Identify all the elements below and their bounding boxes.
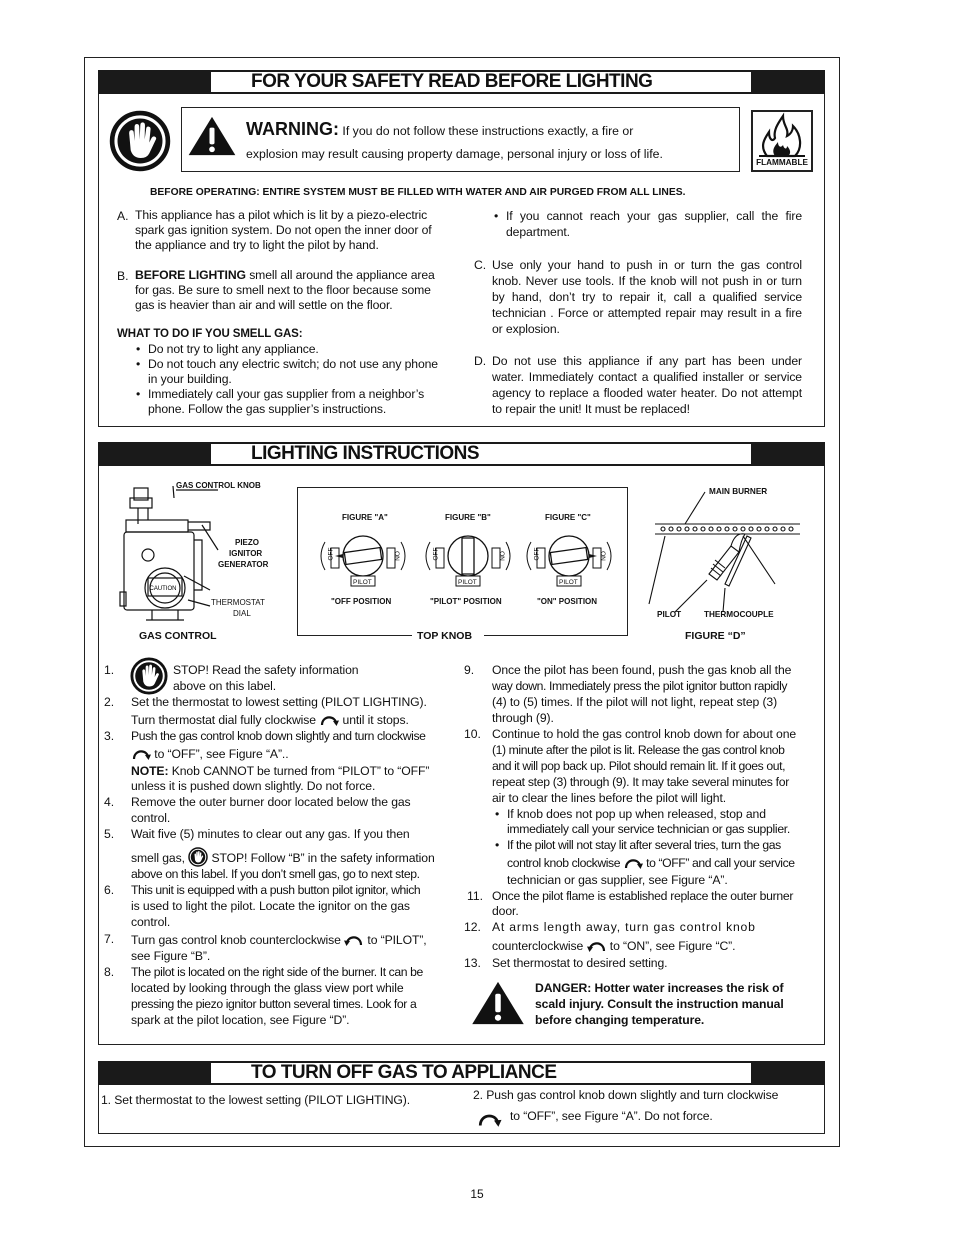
step-5-text-a: smell gas,: [131, 851, 185, 865]
step-2-text-a: Turn thermostat dial fully clockwise: [131, 713, 316, 727]
danger-triangle-icon: [470, 980, 526, 1026]
item-b-bold: BEFORE LIGHTING: [135, 268, 246, 282]
step-8-number: 8.: [104, 965, 115, 979]
on-position-label: "ON" POSITION: [537, 597, 598, 606]
step-3-line-2: [131, 745, 289, 762]
stop-hand-icon: [130, 657, 168, 695]
step-2-number: 2.: [104, 695, 115, 709]
note-line-2: unless it is pushed down slightly. Do not force.: [131, 779, 376, 793]
step-12-text-a: counterclockwise: [492, 939, 584, 953]
turn-off-title: TO TURN OFF GAS TO APPLIANCE: [211, 1063, 751, 1083]
step-3-number: 3.: [104, 729, 115, 743]
item-a-marker: A.: [117, 209, 129, 223]
step-13-number: 13.: [464, 956, 481, 970]
bullet-2-text-b: to “OFF” and call your service: [646, 856, 795, 870]
step-10-bullet-2-line-1: • If the pilot will not stay lit after several tries, turn the gas: [507, 837, 781, 853]
step-11-line-2: door.: [492, 904, 519, 918]
lighting-banner: [98, 442, 825, 466]
off-position-label: "OFF POSITION: [331, 597, 392, 606]
step-5-text-b: STOP! Follow “B” in the safety information: [211, 851, 435, 865]
fig-b-pilot: PILOT: [458, 579, 477, 586]
step-12-text-b: to “ON”, see Figure “C”.: [609, 939, 736, 953]
step-9-number: 9.: [464, 663, 475, 677]
step-11-number: 11.: [467, 889, 484, 903]
item-d-marker: D.: [474, 354, 487, 368]
fig-b-off: OFF: [432, 547, 440, 561]
flammable-label: FLAMMABLE: [756, 158, 808, 167]
step-1-line-1: STOP! Read the safety information: [173, 663, 359, 677]
fig-c-off: OFF: [533, 547, 541, 561]
step-7-line-2: see Figure “B”.: [131, 949, 211, 963]
warning-text-1: If you do not follow these instructions exactly, a fire or: [342, 124, 634, 138]
step-9-line-1: Once the pilot has been found, push the gas knob all the: [492, 663, 792, 677]
smell-gas-bullet-2: • Do not touch any electric switch; do not use any phone in your building.: [148, 357, 450, 387]
step-10-line-4: repeat step (3) through (9). It may take several minutes for: [492, 775, 789, 789]
step-5-line-1: Wait five (5) minutes to clear out any gas. If you then: [131, 827, 410, 841]
step-10-line-2: (1) minute after the pilot is lit. Release the gas control knob: [492, 743, 785, 757]
stop-hand-icon: [188, 847, 208, 867]
before-operating-notice: BEFORE OPERATING: ENTIRE SYSTEM MUST BE FILLED WITH WATER AND AIR PURGED FROM ALL LINES.: [150, 187, 686, 198]
danger-line-1: DANGER: Hotter water increases the risk of: [535, 981, 784, 995]
danger-line-3: before changing temperature.: [535, 1013, 705, 1027]
counterclockwise-arrow-icon: [344, 931, 364, 947]
step-9-line-4: through (9).: [492, 711, 554, 725]
warning-text-2: explosion may result causing property damage, personal injury or loss of life.: [246, 147, 663, 161]
step-8-line-2: located by looking through the glass view port while: [131, 981, 404, 995]
step-6-line-2: is used to light the pilot. Locate the ignitor on the gas: [131, 899, 410, 913]
step-10-bullet-1-line-1: • If knob does not pop up when released, stop and: [507, 806, 766, 822]
figure-c-label: FIGURE "C": [545, 513, 591, 522]
step-4-number: 4.: [104, 795, 115, 809]
step-7-line-1: [131, 931, 427, 948]
turn-off-banner: [98, 1061, 825, 1085]
step-1-line-2: above on this label.: [173, 679, 277, 693]
step-10-line-3: and it will pop back up. Pilot should remain lit. If it goes out,: [492, 759, 786, 773]
figure-a-label: FIGURE "A": [342, 513, 388, 522]
step-2-line-1: Set the thermostat to lowest setting (PILOT LIGHTING).: [131, 695, 427, 709]
step-7-number: 7.: [104, 932, 115, 946]
step-11-line-1: Once the pilot flame is established replace the outer burner: [492, 889, 794, 903]
what-to-do-heading: WHAT TO DO IF YOU SMELL GAS:: [117, 328, 303, 340]
fig-a-pilot: PILOT: [353, 579, 372, 586]
dial-label: DIAL: [233, 609, 251, 618]
item-a-text: This appliance has a pilot which is lit by a piezo-electric spark gas ignition system. Do not open the inner door of the appliance and try to light the pilot by hand.: [135, 208, 432, 252]
fig-c-pilot: PILOT: [559, 579, 578, 586]
step-3-line-1: Push the gas control knob down slightly and turn clockwise: [131, 729, 426, 743]
figure-d-caption: FIGURE “D”: [685, 630, 746, 642]
step-1-number: 1.: [104, 663, 115, 677]
flammable-icon: [751, 110, 813, 172]
fig-c-on: ON: [598, 551, 606, 561]
right-bullet: • If you cannot reach your gas supplier, call the fire department.: [506, 208, 802, 240]
step-6-line-3: control.: [131, 915, 171, 929]
turn-off-step-2-line-1: 2. Push gas control knob down slightly and turn clockwise: [473, 1088, 779, 1102]
danger-line-2: scald injury. Consult the instruction manual: [535, 997, 784, 1011]
stop-hand-icon: [109, 110, 171, 172]
piezo-label: PIEZO: [235, 538, 260, 547]
clockwise-arrow-icon: [131, 745, 151, 761]
turn-off-step-2-line-2: to “OFF”, see Figure “A”. Do not force.: [510, 1109, 713, 1123]
warning-box: [181, 107, 740, 172]
pilot-position-label: "PILOT" POSITION: [430, 597, 502, 606]
clockwise-arrow-icon: [476, 1108, 502, 1128]
step-13-line-1: Set thermostat to desired setting.: [492, 956, 668, 970]
note-line-1: [131, 763, 429, 779]
main-burner-label: MAIN BURNER: [709, 487, 768, 496]
step-5-line-3: above on this label. If you don’t smell gas, go to next step.: [131, 867, 420, 881]
step-10-number: 10.: [464, 727, 481, 741]
step-10-line-5: air to clear the lines before the pilot will light.: [492, 791, 727, 805]
step-10-bullet-2-line-2: [507, 854, 795, 871]
clockwise-arrow-icon: [623, 854, 643, 870]
smell-gas-bullet-1: • Do not try to light any appliance.: [148, 342, 450, 357]
item-b-text: [135, 268, 447, 313]
gas-control-caption: GAS CONTROL: [139, 630, 217, 642]
fig-a-on: ON: [392, 551, 400, 561]
step-10-line-1: Continue to hold the gas control knob down for about one: [492, 727, 797, 741]
bullet-2-text-a: control knob clockwise: [507, 856, 621, 870]
step-9-line-2: way down. Immediately press the pilot ignitor button rapidly: [492, 679, 788, 693]
safety-banner: [98, 70, 825, 94]
figure-d-pilot-label: PILOT: [657, 610, 682, 619]
counterclockwise-arrow-icon: [587, 937, 607, 953]
step-10-bullet-1-line-2: immediately call your service technician or gas supplier.: [507, 822, 790, 836]
thermostat-label: THERMOSTAT: [211, 598, 265, 607]
step-6-line-1: This unit is equipped with a push button pilot ignitor, which: [131, 883, 421, 897]
figure-d-burner-diagram: [645, 484, 815, 624]
smell-gas-bullet-3: • Immediately call your gas supplier from a neighbor’s phone. Follow the gas supplier’s instructions.: [148, 387, 450, 417]
item-d-text: Do not use this appliance if any part has been under water. Immediately contact a qualified installer or service agency to replace a flooded water heater. Do not attempt to repair the unit! It must be replaced!: [492, 354, 802, 416]
item-b-marker: B.: [117, 269, 129, 283]
note-bold: NOTE:: [131, 764, 169, 778]
item-c-text: Use only your hand to push in or turn the gas control knob. Never use tools. If the knob will not push in or turn by hand, don’t try to repair it, call a qualified service technician . Force or attempted repair may result in a fire or explosion.: [492, 258, 802, 336]
ignitor-label: IGNITOR: [229, 549, 263, 558]
step-12-number: 12.: [464, 920, 481, 934]
caution-text: CAUTION: [149, 586, 177, 592]
note-text-a: Knob CANNOT be turned from “PILOT” to “OFF”: [171, 764, 430, 778]
thermocouple-label: THERMOCOUPLE: [704, 610, 774, 619]
item-c-marker: C.: [474, 258, 487, 272]
warning-label: WARNING:: [246, 119, 339, 139]
step-8-line-3: pressing the piezo ignitor button several times. Look for a: [131, 997, 417, 1011]
warning-triangle-icon: [187, 113, 237, 159]
step-8-line-4: spark at the pilot location, see Figure “D”.: [131, 1013, 350, 1027]
warning-line-1: [246, 121, 633, 139]
figure-b-label: FIGURE "B": [445, 513, 491, 522]
gas-control-knob-label: GAS CONTROL KNOB: [176, 481, 261, 490]
turn-off-step-1: 1. Set thermostat to the lowest setting (PILOT LIGHTING).: [101, 1093, 411, 1107]
step-12-line-1: At arms length away, turn gas control knob: [492, 920, 756, 934]
step-5-number: 5.: [104, 827, 115, 841]
step-6-number: 6.: [104, 883, 115, 897]
step-9-line-3: (4) to (5) times. If the pilot will not light, repeat step (3): [492, 695, 778, 709]
step-12-line-2: [492, 937, 735, 954]
page-number: 15: [470, 1187, 484, 1201]
step-4-line-2: control.: [131, 811, 171, 825]
fig-a-off: OFF: [327, 547, 335, 561]
generator-label: GENERATOR: [218, 560, 269, 569]
step-2-text-b: until it stops.: [342, 713, 409, 727]
item-b-body: smell all around the appliance area for gas. Be sure to smell next to the floor because some gas is heavier than air and will settle on the floor.: [135, 268, 435, 312]
fig-b-on: ON: [497, 551, 505, 561]
step-5-line-2: [131, 847, 435, 867]
step-2-line-2: [131, 711, 409, 728]
step-3-text: to “OFF”, see Figure “A”..: [154, 747, 289, 761]
lighting-title: LIGHTING INSTRUCTIONS: [211, 444, 751, 464]
step-7-text-a: Turn gas control knob counterclockwise: [131, 933, 341, 947]
clockwise-arrow-icon: [319, 711, 339, 727]
top-knob-caption: TOP KNOB: [417, 630, 473, 642]
safety-title: FOR YOUR SAFETY READ BEFORE LIGHTING: [211, 72, 751, 92]
step-10-bullet-2-line-3: technician or gas supplier, see Figure “A”.: [507, 873, 728, 887]
step-4-line-1: Remove the outer burner door located below the gas: [131, 795, 411, 809]
step-8-line-1: The pilot is located on the right side of the burner. It can be: [131, 965, 423, 979]
step-7-text-b: to “PILOT”,: [367, 933, 427, 947]
